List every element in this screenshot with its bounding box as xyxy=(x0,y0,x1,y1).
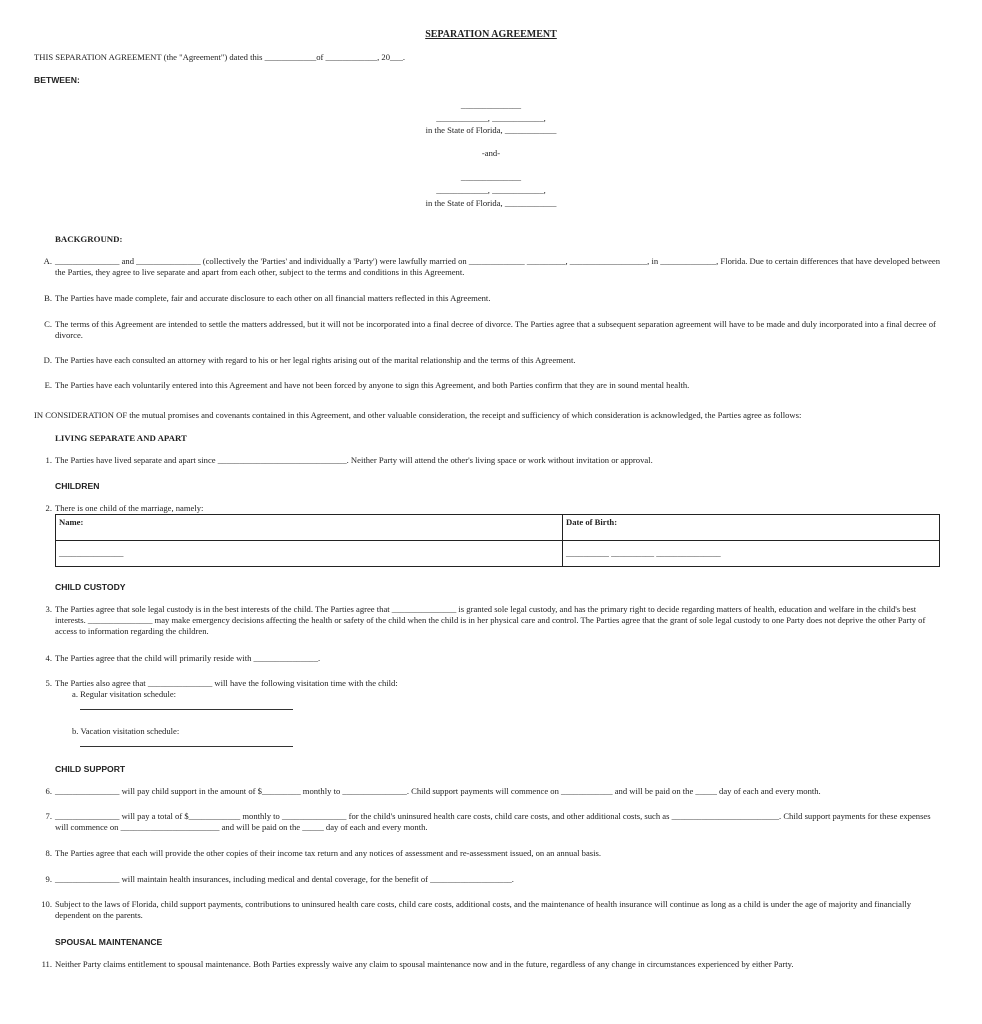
item-number: C. xyxy=(44,319,52,329)
item-text: The Parties agree that sole legal custody is in the best interests of the child. The Parties agree that _______________ is granted sole legal custody, and has the primary right to decide regarding matters of health, education and welfare in the child's best interests. _______________ may make emergency decisions affecting the health or safety of the child when the child is in her physical care and control. The Parties agree that the grant of sole legal custody to one Party does not deprive the other Party of access to information regarding the children. xyxy=(55,604,926,636)
item-text: _______________ will pay child support in the amount of $_________ monthly to _______________. Child support payments will commence on ____________ and will be paid on the _____ day of each and every month. xyxy=(55,786,821,796)
consideration-clause: IN CONSIDERATION OF the mutual promises and covenants contained in this Agreement, and other valuable consideration, the receipt and sufficiency of which consideration is acknowledged, the Parties agree as follows: xyxy=(34,410,802,420)
spousal-heading: SPOUSAL MAINTENANCE xyxy=(55,937,163,947)
clause-9 xyxy=(34,874,942,886)
table-row xyxy=(56,541,940,567)
background-item-e xyxy=(34,380,942,392)
background-item-b xyxy=(34,293,942,305)
item-number: 11. xyxy=(41,959,52,969)
item-text: Neither Party claims entitlement to spousal maintenance. Both Parties expressly waive any claim to spousal maintenance now and in the future, regardless of any change in circumstances experienced by either Party. xyxy=(55,959,794,969)
and-separator: -and- xyxy=(481,148,501,158)
party1-name-line: ______________ xyxy=(460,100,522,110)
item-text: The Parties have made complete, fair and accurate disclosure to each other on all financial matters reflected in this Agreement. xyxy=(55,293,491,303)
item-number: 9. xyxy=(45,874,52,884)
party2-name-line: ______________ xyxy=(460,172,522,182)
clause-7 xyxy=(34,811,942,835)
clause-4 xyxy=(34,653,942,665)
dob-column-header: Date of Birth: xyxy=(563,515,940,541)
regular-visitation-label: a. Regular visitation schedule: xyxy=(72,689,177,699)
name-column-header: Name: xyxy=(56,515,563,541)
item-text: The terms of this Agreement are intended to settle the matters addressed, but it will not be incorporated into a final decree of divorce. The Parties agree that a subsequent separation agreement will have to be made and duly incorporated into a final decree of divorce. xyxy=(55,319,936,340)
clause-11 xyxy=(34,959,942,971)
item-number: 10. xyxy=(41,899,52,909)
background-item-d xyxy=(34,355,942,367)
item-text: There is one child of the marriage, namely: xyxy=(55,503,204,513)
item-number: B. xyxy=(44,293,52,303)
background-item-a xyxy=(34,256,942,280)
clause-10 xyxy=(34,899,942,923)
living-heading: LIVING SEPARATE AND APART xyxy=(55,433,187,443)
item-text: The Parties also agree that _______________ will have the following visitation time with the child: xyxy=(55,678,398,688)
document-title: SEPARATION AGREEMENT xyxy=(425,29,557,40)
clause-3 xyxy=(34,604,942,640)
children-heading: CHILDREN xyxy=(55,481,100,491)
item-text: The Parties have each consulted an attorney with regard to his or her legal rights arising out of the marital relationship and the terms of this Agreement. xyxy=(55,355,576,365)
item-number: 8. xyxy=(45,848,52,858)
item-number: E. xyxy=(44,380,52,390)
item-text: Subject to the laws of Florida, child support payments, contributions to uninsured health care costs, child care costs, additional costs, and the maintenance of health insurance will continue as long as a child is under the age of majority and financially dependent on the parents. xyxy=(55,899,912,920)
between-label: BETWEEN: xyxy=(34,75,80,85)
item-number: 7. xyxy=(45,811,52,821)
item-text: _______________ will maintain health insurances, including medical and dental coverage, for the benefit of ___________________. xyxy=(55,874,514,884)
item-number: 5. xyxy=(45,678,52,688)
custody-heading: CHILD CUSTODY xyxy=(55,582,126,592)
clause-6 xyxy=(34,786,942,798)
item-text: _______________ and _______________ (collectively the 'Parties' and individually a 'Party') were lawfully married on _____________ _________, __________________, in _____________, Florida. Due to certain differences that have developed between the Parties, they agree to live separate and apart from each other, subject to the terms and conditions in this Agreement. xyxy=(55,256,941,277)
item-number: 6. xyxy=(45,786,52,796)
regular-visitation-line xyxy=(80,709,293,710)
child-dob-cell: __________ __________ _______________ xyxy=(563,541,940,567)
item-text: The Parties agree that the child will primarily reside with _______________. xyxy=(55,653,321,663)
item-text: The Parties have lived separate and apart since ______________________________. Neither Party will attend the other's living space or work without invitation or approval. xyxy=(55,455,653,465)
child-name-cell: _______________ xyxy=(56,541,563,567)
background-heading: BACKGROUND: xyxy=(55,234,123,244)
vacation-visitation-label: b. Vacation visitation schedule: xyxy=(72,726,180,736)
table-header-row xyxy=(56,515,940,541)
item-number: A. xyxy=(43,256,52,266)
child-table xyxy=(55,514,940,567)
item-number: 4. xyxy=(45,653,52,663)
support-heading: CHILD SUPPORT xyxy=(55,764,126,774)
clause-1 xyxy=(34,455,942,467)
party1-state-line: in the State of Florida, ____________ xyxy=(425,125,557,135)
clause-8 xyxy=(34,848,942,860)
vacation-visitation-line xyxy=(80,746,293,747)
item-number: 3. xyxy=(45,604,52,614)
item-text: _______________ will pay a total of $____________ monthly to _______________ for the child's uninsured health care costs, child care costs, and other additional costs, such as _________________________. Child support payments for these expenses will commence on _______________________ and will be paid on the _____ day of each and every month. xyxy=(55,811,931,832)
item-text: The Parties agree that each will provide the other copies of their income tax return and any notices of assessment and re-assessment issued, on an annual basis. xyxy=(55,848,602,858)
item-text: The Parties have each voluntarily entered into this Agreement and have not been forced by anyone to sign this Agreement, and both Parties confirm that they are in sound mental health. xyxy=(55,380,690,390)
item-number: 1. xyxy=(45,455,52,465)
background-item-c xyxy=(34,319,942,343)
intro-line: THIS SEPARATION AGREEMENT (the "Agreement") dated this ____________of ____________, 20___. xyxy=(34,52,406,62)
item-number: D. xyxy=(43,355,52,365)
item-number: 2. xyxy=(45,503,52,513)
party2-state-line: in the State of Florida, ____________ xyxy=(425,198,557,208)
party1-address-line: ____________, ____________, xyxy=(436,113,546,123)
party2-address-line: ____________, ____________, xyxy=(436,185,546,195)
